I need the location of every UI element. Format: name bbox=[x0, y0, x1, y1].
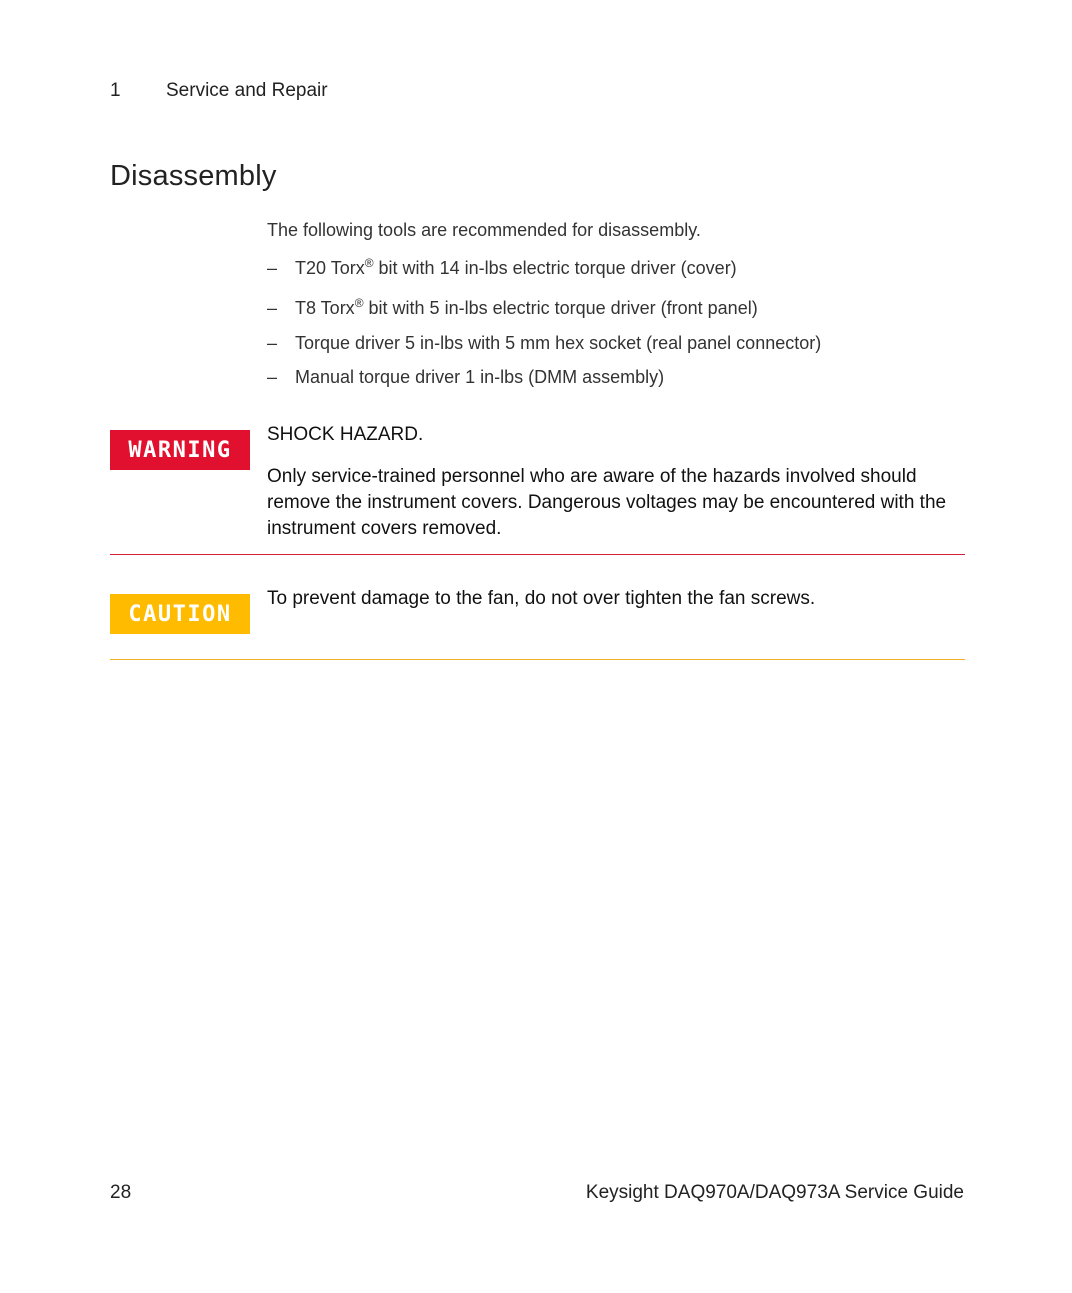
list-dash: – bbox=[267, 367, 278, 387]
warning-title: SHOCK HAZARD. bbox=[267, 424, 424, 445]
list-dash: – bbox=[267, 258, 278, 278]
page-number: 28 bbox=[110, 1182, 132, 1203]
caution-badge: CAUTION bbox=[110, 594, 250, 634]
warning-body: Only service-trained personnel who are aware of the hazards involved should remove the instrument covers. Dangerous voltages may be encountered with the instrument covers removed. bbox=[267, 466, 947, 539]
list-dash: – bbox=[267, 298, 278, 318]
registered-mark: ® bbox=[354, 296, 364, 310]
caution-body: To prevent damage to the fan, do not over tighten the fan screws. bbox=[267, 588, 816, 609]
tool-text: T20 Torx bbox=[295, 258, 365, 278]
warning-badge: WARNING bbox=[110, 430, 250, 470]
list-dash: – bbox=[267, 333, 278, 353]
warning-divider bbox=[110, 554, 965, 555]
intro-text: The following tools are recommended for disassembly. bbox=[267, 220, 701, 240]
caution-divider bbox=[110, 659, 965, 660]
guide-title: Keysight DAQ970A/DAQ973A Service Guide bbox=[585, 1182, 964, 1203]
section-title: Disassembly bbox=[110, 160, 277, 192]
tool-text-rest: bit with 14 in-lbs electric torque driver (cover) bbox=[373, 258, 737, 278]
tool-item bbox=[267, 298, 758, 319]
registered-mark: ® bbox=[364, 256, 374, 270]
tool-text: T8 Torx bbox=[295, 298, 355, 318]
tool-item bbox=[267, 333, 821, 354]
tool-item bbox=[267, 367, 664, 388]
chapter-title: Service and Repair bbox=[166, 80, 328, 101]
chapter-number: 1 bbox=[110, 80, 121, 101]
tool-text: Manual torque driver 1 in-lbs (DMM assembly) bbox=[295, 367, 665, 387]
tool-item bbox=[267, 258, 737, 279]
tool-text: Torque driver 5 in-lbs with 5 mm hex socket (real panel connector) bbox=[295, 333, 822, 353]
tool-text-rest: bit with 5 in-lbs electric torque driver (front panel) bbox=[363, 298, 758, 318]
